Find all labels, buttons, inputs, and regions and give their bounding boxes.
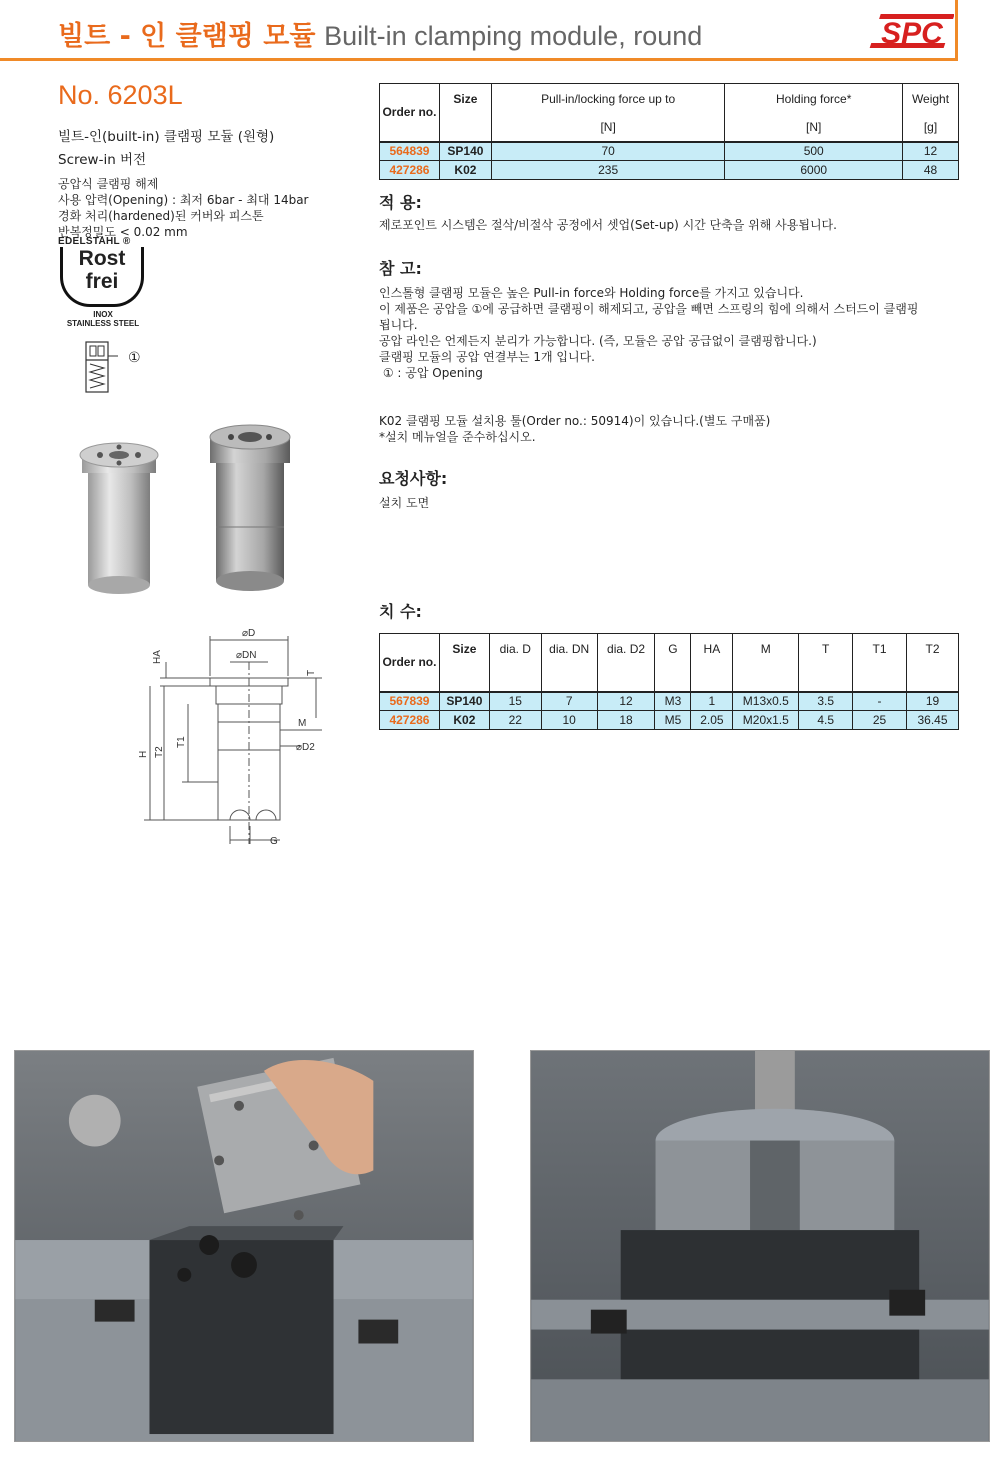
rostfrei-top: EDELSTAHL ®	[58, 236, 131, 247]
th-t2: T2	[906, 634, 958, 692]
notes-line: 클램핑 모듈의 공압 연결부는 1개 입니다.	[379, 350, 595, 364]
symbol-marker: ①	[128, 350, 141, 366]
dim-label-H: H	[138, 750, 149, 758]
product-photo	[58, 415, 318, 615]
cell-pull-in: 235	[491, 161, 725, 180]
cell-dia-d2: 18	[597, 711, 655, 730]
notes-line: 이 제품은 공압을 ①에 공급하면 클램핑이 해제되고, 공압을 빼면 스프링의 힘에 의해서 스터드이 클램핑	[379, 302, 919, 316]
section-request	[379, 466, 959, 511]
cell-ha: 2.05	[691, 711, 733, 730]
th-size: Size	[439, 634, 489, 692]
th-size: Size	[439, 84, 491, 114]
cell-holding: 6000	[725, 161, 903, 180]
cell-dia-dn: 10	[541, 711, 597, 730]
cell-order-no: 567839	[380, 692, 440, 711]
th-dia-dn: dia. DN	[541, 634, 597, 692]
th-order-no: Order no.	[380, 634, 440, 692]
feature-item: 반복정밀도 < 0.02 mm	[58, 225, 188, 239]
th-pull-in: Pull-in/locking force up to	[491, 84, 725, 114]
table-row	[380, 142, 959, 161]
cell-holding: 500	[725, 142, 903, 161]
rostfrei-shield-icon	[60, 247, 144, 307]
th-ha: HA	[691, 634, 733, 692]
product-version: Screw-in 버전	[58, 152, 147, 168]
dim-label-D2: ⌀D2	[296, 742, 315, 753]
cell-m: M13x0.5	[733, 692, 799, 711]
feature-item: 사용 압력(Opening) : 최저 6bar - 최대 14bar	[58, 193, 309, 207]
cell-size: SP140	[439, 692, 489, 711]
request-body: 설치 도면	[379, 496, 430, 510]
cell-m: M20x1.5	[733, 711, 799, 730]
th-weight: Weight	[903, 84, 959, 114]
cell-pull-in: 70	[491, 142, 725, 161]
application-photo-left	[14, 1050, 474, 1442]
product-number: No. 6203L	[58, 80, 183, 110]
section-dimensions	[379, 599, 959, 622]
th-dia-d: dia. D	[489, 634, 541, 692]
cell-size: SP140	[439, 142, 491, 161]
feature-item: 경화 처리(hardened)된 커버와 피스톤	[58, 209, 264, 223]
feature-item: 공압식 클램핑 해제	[58, 177, 159, 191]
th-t1: T1	[853, 634, 907, 692]
product-subtitle: 빌트-인(built-in) 클램핑 모듈 (원형)	[58, 129, 275, 145]
page-title	[58, 14, 702, 53]
cell-t: 3.5	[799, 692, 853, 711]
notes-extra-line: *설치 메뉴얼을 준수하십시오.	[379, 430, 536, 444]
cell-t2: 36.45	[906, 711, 958, 730]
th-unit: [N]	[491, 114, 725, 142]
header-rule	[0, 58, 958, 61]
cell-g: M5	[655, 711, 691, 730]
notes-body	[379, 285, 959, 381]
cell-dia-dn: 7	[541, 692, 597, 711]
rostfrei-word2: frei	[85, 270, 119, 293]
th-order-no: Order no.	[380, 84, 440, 142]
cell-size: K02	[439, 161, 491, 180]
notes-line: 인스톨형 클램핑 모듈은 높은 Pull-in force와 Holding force를 가지고 있습니다.	[379, 286, 804, 300]
cell-t2: 19	[906, 692, 958, 711]
cell-order-no: 427286	[380, 161, 440, 180]
dimensions-heading: 치 수:	[379, 602, 422, 621]
title-korean: 빌트 - 인 클램핑 모듈	[58, 21, 316, 52]
dim-label-HA: HA	[152, 650, 163, 664]
cell-t1: -	[853, 692, 907, 711]
product-info	[58, 80, 358, 240]
spec-table-2-wrap	[379, 633, 959, 730]
notes-line: 공압 라인은 언제든지 분리가 가능합니다. (즉, 모듈은 공압 공급없이 클램핑합니다.)	[379, 334, 817, 348]
dim-label-T2: T2	[154, 746, 165, 758]
cell-size: K02	[439, 711, 489, 730]
notes-line: ① : 공압 Opening	[379, 366, 483, 380]
cell-weight: 12	[903, 142, 959, 161]
application-body: 제로포인트 시스템은 절삭/비절삭 공정에서 셋업(Set-up) 시간 단축을 위해 사용됩니다.	[379, 218, 837, 232]
cell-weight: 48	[903, 161, 959, 180]
dim-label-G: G	[270, 836, 278, 847]
application-heading: 적 용:	[379, 193, 422, 212]
cell-dia-d2: 12	[597, 692, 655, 711]
header-rule-vertical	[955, 0, 958, 61]
logo-text: SPC	[881, 17, 943, 50]
cell-ha: 1	[691, 692, 733, 711]
dim-label-D: ⌀D	[242, 628, 256, 639]
dim-label-M: M	[298, 718, 307, 729]
th-unit	[439, 114, 491, 142]
th-dia-d2: dia. D2	[597, 634, 655, 692]
table-row	[380, 161, 959, 180]
notes-extra-line: K02 클램핑 모듈 설치용 툴(Order no.: 50914)이 있습니다.(별도 구매품)	[379, 414, 771, 428]
table-row	[380, 692, 959, 711]
cell-dia-d: 22	[489, 711, 541, 730]
dim-label-DN: ⌀DN	[236, 650, 257, 661]
spec-table-force	[379, 83, 959, 180]
title-english: Built-in clamping module, round	[324, 21, 703, 51]
cell-g: M3	[655, 692, 691, 711]
request-heading: 요청사항:	[379, 469, 448, 488]
application-photo-right	[530, 1050, 990, 1442]
spc-logo	[868, 10, 954, 52]
technical-drawing	[130, 622, 360, 858]
section-notes	[379, 256, 959, 445]
th-unit: [N]	[725, 114, 903, 142]
th-holding: Holding force*	[725, 84, 903, 114]
notes-heading: 참 고:	[379, 259, 422, 278]
notes-extra	[379, 413, 959, 445]
pneumatic-symbol-icon	[80, 340, 150, 396]
spec-table-dimensions	[379, 633, 959, 730]
page-header	[0, 0, 1000, 62]
dim-label-T1: T1	[176, 736, 187, 748]
th-unit: [g]	[903, 114, 959, 142]
cell-order-no: 564839	[380, 142, 440, 161]
stainless-label: INOX STAINLESS STEEL	[66, 310, 140, 328]
cell-order-no: 427286	[380, 711, 440, 730]
notes-line: 됩니다.	[379, 318, 418, 332]
rostfrei-word1: Rost	[78, 247, 126, 270]
table-row	[380, 711, 959, 730]
th-t: T	[799, 634, 853, 692]
rostfrei-badge	[58, 236, 154, 307]
cell-t: 4.5	[799, 711, 853, 730]
th-g: G	[655, 634, 691, 692]
dim-label-T: T	[306, 669, 317, 676]
feature-list	[58, 176, 358, 240]
spec-table-1-wrap	[379, 83, 959, 180]
section-application	[379, 190, 959, 233]
th-m: M	[733, 634, 799, 692]
cell-dia-d: 15	[489, 692, 541, 711]
cell-t1: 25	[853, 711, 907, 730]
